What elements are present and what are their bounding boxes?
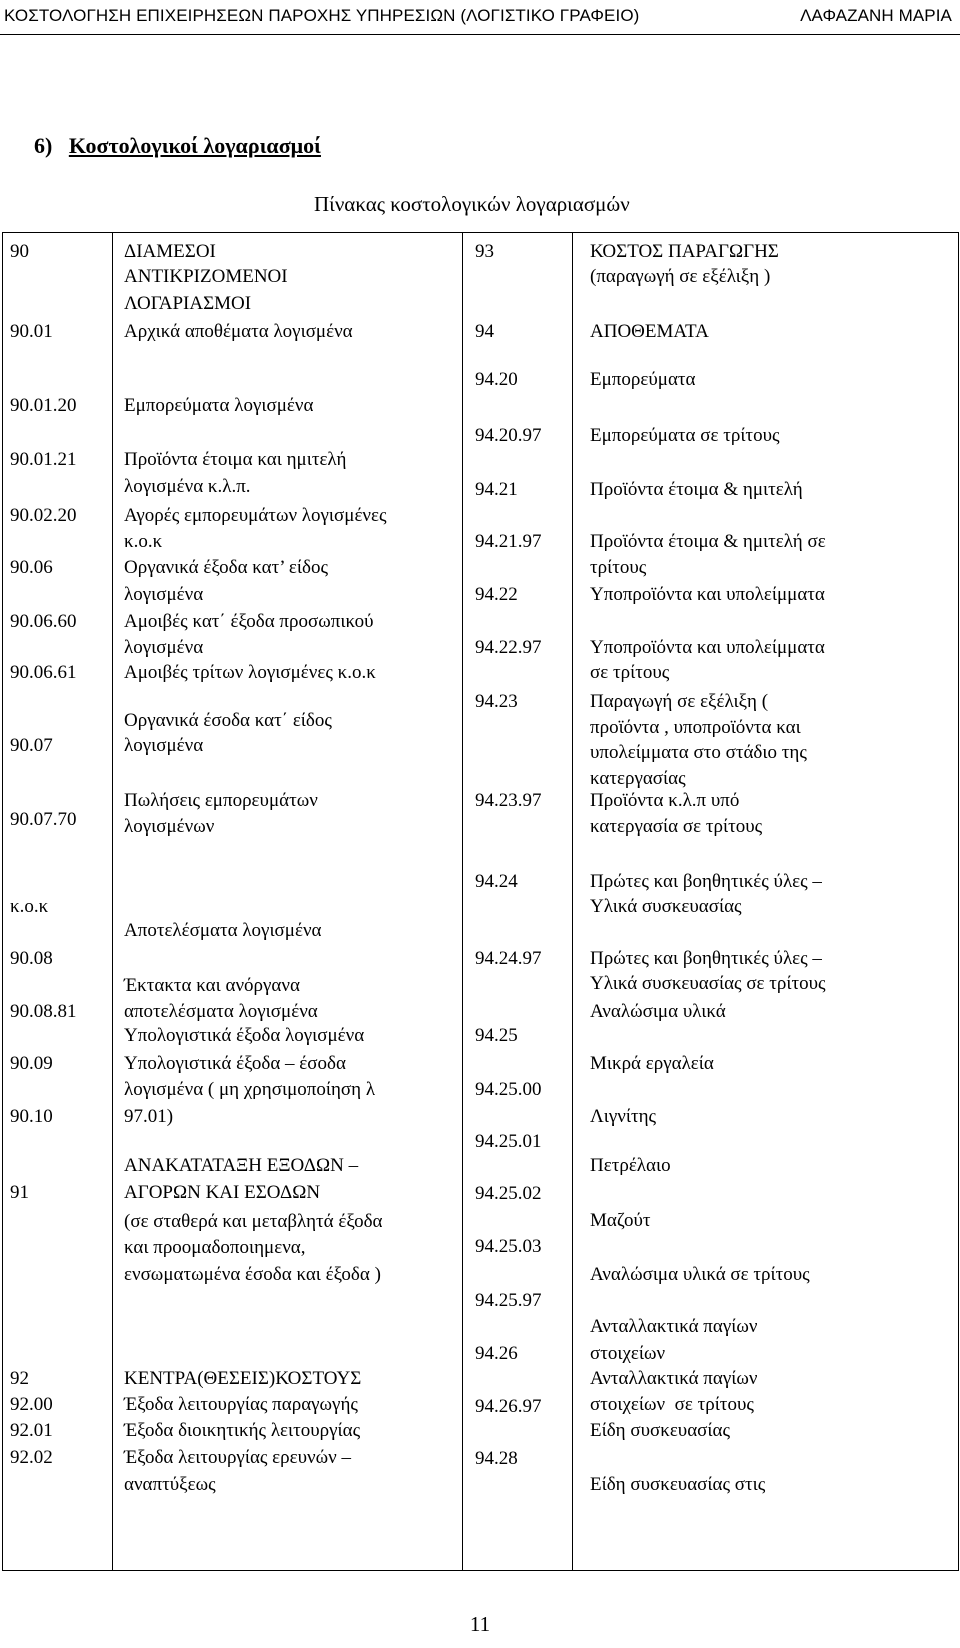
account-description: λογισμένα κ.λ.π.	[124, 476, 251, 497]
account-code: 90.07	[10, 735, 53, 756]
account-description: Υλικά συσκευασίας σε τρίτους	[590, 973, 826, 994]
account-description: Αναλώσιμα υλικά σε τρίτους	[590, 1264, 810, 1285]
account-description: Πετρέλαιο	[590, 1155, 671, 1176]
account-description: Προϊόντα κ.λ.π υπό	[590, 790, 740, 811]
account-description: Υποπροϊόντα και υπολείμματα	[590, 637, 825, 658]
account-description: Αναλώσιμα υλικά	[590, 1001, 726, 1022]
account-code: 90.02.20	[10, 505, 77, 526]
account-code: 90.01	[10, 321, 53, 342]
account-description: λογισμένα	[124, 735, 204, 756]
account-description: Αρχικά αποθέματα λογισμένα	[124, 321, 353, 342]
account-code: κ.ο.κ	[10, 896, 49, 917]
account-description: κ.ο.κ	[124, 531, 163, 552]
account-code: 90.06.61	[10, 662, 77, 683]
account-description: Αποτελέσματα λογισμένα	[124, 920, 322, 941]
account-description: Είδη συσκευασίας	[590, 1420, 730, 1441]
account-description: (παραγωγή σε εξέλιξη )	[590, 266, 771, 287]
account-code: 94.21.97	[475, 531, 542, 552]
account-code: 90.08	[10, 948, 53, 969]
account-code: 94.20.97	[475, 425, 542, 446]
account-description: στοιχείων σε τρίτους	[590, 1394, 754, 1415]
header-title: ΚΟΣΤΟΛΟΓΗΣΗ ΕΠΙΧΕΙΡΗΣΕΩΝ ΠΑΡΟΧΗΣ ΥΠΗΡΕΣΙΩΝ (ΛΟΓΙΣΤΙΚΟ ΓΡΑΦΕΙΟ)	[4, 6, 640, 25]
account-code: 94.21	[475, 479, 518, 500]
account-description: Υλικά συσκευασίας	[590, 896, 742, 917]
page-number: 11	[469, 1612, 491, 1636]
account-description: Αμοιβές τρίτων λογισμένες κ.ο.κ	[124, 662, 376, 683]
account-code: 93	[475, 241, 494, 262]
section-title: Κοστολογικοί λογαριασμοί	[68, 133, 321, 158]
account-code: 90.09	[10, 1053, 53, 1074]
account-description: Μικρά εργαλεία	[590, 1053, 714, 1074]
account-description: ενσωματωμένα έσοδα και έξοδα )	[124, 1264, 381, 1285]
account-description: ΑΠΟΘΕΜΑΤΑ	[590, 321, 709, 342]
column-divider	[462, 232, 463, 1571]
account-code: 94.25.97	[475, 1290, 542, 1311]
account-code: 90.06.60	[10, 611, 77, 632]
account-description: λογισμένα	[124, 584, 204, 605]
account-description: τρίτους	[590, 557, 647, 578]
account-description: λογισμένα ( μη χρησιμοποίηση λ	[124, 1079, 376, 1100]
account-description: Ανταλλακτικά παγίων	[590, 1316, 758, 1337]
account-description: κατεργασίας	[590, 768, 686, 789]
account-code: 90.01.20	[10, 395, 77, 416]
account-description: Εμπορεύματα	[590, 369, 696, 390]
account-code: 90.01.21	[10, 449, 77, 470]
account-code: 94.28	[475, 1448, 518, 1469]
account-code: 90.06	[10, 557, 53, 578]
account-description: Έκτακτα και ανόργανα	[124, 975, 300, 996]
header-author: ΛΑΦΑΖΑΝΗ ΜΑΡΙΑ	[800, 6, 952, 25]
account-description: Προϊόντα έτοιμα & ημιτελή σε	[590, 531, 826, 552]
account-code: 92.02	[10, 1447, 53, 1468]
account-description: Υπολογιστικά έξοδα – έσοδα	[124, 1053, 346, 1074]
account-description: ΛΟΓΑΡΙΑΣΜΟΙ	[124, 293, 252, 314]
account-description: Πρώτες και βοηθητικές ύλες –	[590, 871, 822, 892]
account-description: Αγορές εμπορευμάτων λογισμένες	[124, 505, 387, 526]
account-code: 94.25.03	[475, 1236, 542, 1257]
section-number: 6)	[34, 133, 53, 158]
account-code: 91	[10, 1182, 29, 1203]
account-code: 92.01	[10, 1420, 53, 1441]
header-rule	[0, 34, 960, 35]
column-divider	[572, 232, 573, 1571]
account-code: 94.26.97	[475, 1396, 542, 1417]
account-code: 94.23.97	[475, 790, 542, 811]
account-description: Ανταλλακτικά παγίων	[590, 1368, 758, 1389]
account-description: Οργανικά έξοδα κατ’ είδος	[124, 557, 328, 578]
account-description: Αμοιβές κατ΄ έξοδα προσωπικού	[124, 611, 374, 632]
account-description: λογισμένα	[124, 637, 204, 658]
account-code: 90.10	[10, 1106, 53, 1127]
account-code: 94.24	[475, 871, 518, 892]
account-description: Έξοδα διοικητικής λειτουργίας	[124, 1420, 361, 1441]
account-code: 90.07.70	[10, 809, 77, 830]
account-description: ΑΝΑΚΑΤΑΤΑΞΗ ΕΞΟΔΩΝ –	[124, 1155, 359, 1176]
account-code: 92	[10, 1368, 29, 1389]
account-description: (σε σταθερά και μεταβλητά έξοδα	[124, 1211, 383, 1232]
account-description: σε τρίτους	[590, 662, 670, 683]
account-description: και προομαδοποιημενα,	[124, 1237, 306, 1258]
account-description: ΑΝΤΙΚΡΙΖΟΜΕΝΟΙ	[124, 266, 288, 287]
section-heading	[34, 133, 321, 159]
account-description: προϊόντα , υποπροϊόντα και	[590, 717, 801, 738]
account-code: 94.20	[475, 369, 518, 390]
account-description: Οργανικά έσοδα κατ΄ είδος	[124, 710, 332, 731]
account-description: Υποπροϊόντα και υπολείμματα	[590, 584, 825, 605]
account-code: 90	[10, 241, 29, 262]
account-description: Εμπορεύματα σε τρίτους	[590, 425, 780, 446]
account-description: 97.01)	[124, 1106, 174, 1127]
account-description: στοιχείων	[590, 1343, 666, 1364]
account-code: 94.25.02	[475, 1183, 542, 1204]
account-code: 94.25	[475, 1025, 518, 1046]
account-description: Υπολογιστικά έξοδα λογισμένα	[124, 1025, 365, 1046]
account-description: ΔΙΑΜΕΣΟΙ	[124, 241, 216, 262]
account-description: Προϊόντα έτοιμα και ημιτελή	[124, 449, 347, 470]
account-code: 94.24.97	[475, 948, 542, 969]
account-description: Προϊόντα έτοιμα & ημιτελή	[590, 479, 803, 500]
account-description: Έξοδα λειτουργίας παραγωγής	[124, 1394, 358, 1415]
account-code: 92.00	[10, 1394, 53, 1415]
account-description: Λιγνίτης	[590, 1106, 657, 1127]
account-description: κατεργασία σε τρίτους	[590, 816, 763, 837]
account-description: Εμπορεύματα λογισμένα	[124, 395, 314, 416]
account-code: 90.08.81	[10, 1001, 77, 1022]
account-code: 94.22	[475, 584, 518, 605]
account-description: λογισμένων	[124, 816, 215, 837]
account-description: Μαζούτ	[590, 1210, 651, 1231]
account-description: Έξοδα λειτουργίας ερευνών –	[124, 1447, 351, 1468]
account-code: 94.25.00	[475, 1079, 542, 1100]
account-description: ΚΕΝΤΡΑ(ΘΕΣΕΙΣ)ΚΟΣΤΟΥΣ	[124, 1368, 362, 1389]
account-description: αποτελέσματα λογισμένα	[124, 1001, 318, 1022]
account-description: αναπτύξεως	[124, 1474, 216, 1495]
account-code: 94.22.97	[475, 637, 542, 658]
account-code: 94.25.01	[475, 1131, 542, 1152]
account-code: 94.23	[475, 691, 518, 712]
account-description: ΚΟΣΤΟΣ ΠΑΡΑΓΩΓΗΣ	[590, 241, 779, 262]
account-description: ΑΓΟΡΩΝ ΚΑΙ ΕΣΟΔΩΝ	[124, 1182, 321, 1203]
account-description: Παραγωγή σε εξέλιξη (	[590, 691, 769, 712]
account-description: Πωλήσεις εμπορευμάτων	[124, 790, 318, 811]
table-caption: Πίνακας κοστολογικών λογαριασμών	[314, 192, 630, 216]
account-code: 94.26	[475, 1343, 518, 1364]
account-description: Πρώτες και βοηθητικές ύλες –	[590, 948, 822, 969]
account-description: Είδη συσκευασίας στις	[590, 1474, 766, 1495]
column-divider	[112, 232, 113, 1571]
account-description: υπολείμματα στο στάδιο της	[590, 742, 807, 763]
account-code: 94	[475, 321, 494, 342]
